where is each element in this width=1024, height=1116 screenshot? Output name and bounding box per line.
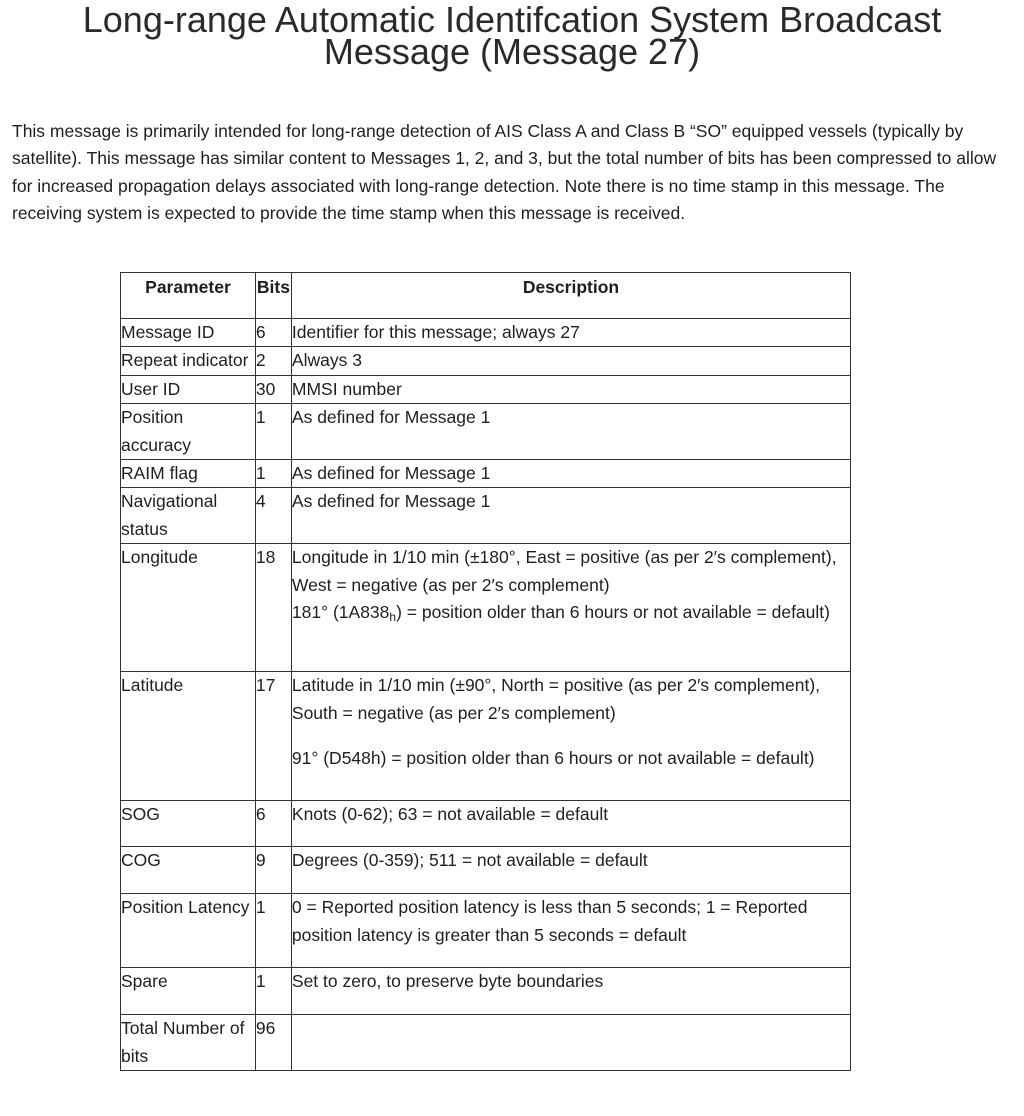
cell-description [291, 1015, 850, 1071]
table-row [121, 375, 851, 403]
cell-description: Degrees (0-359); 511 = not available = default [291, 847, 850, 894]
latitude-description: Latitude in 1/10 min (±90°, North = positive (as per 2′s complement), South = negative (as per 2′s complement) [291, 675, 821, 723]
latitude-default-note: 91° (D548h) = position older than 6 hours or not available = default) [291, 748, 815, 769]
table-row [121, 544, 851, 672]
cell-parameter: Repeat indicator [121, 347, 256, 375]
cell-parameter: RAIM flag [121, 460, 256, 488]
cell-description: 0 = Reported position latency is less than 5 seconds; 1 = Reported position latency is greater than 5 seconds = default [291, 894, 850, 968]
page-title [0, 0, 1024, 72]
cell-description: As defined for Message 1 [291, 404, 850, 460]
cell-parameter: Message ID [121, 319, 256, 347]
cell-bits: 30 [255, 375, 291, 403]
table-row [121, 404, 851, 460]
table-row [121, 460, 851, 488]
cell-bits: 2 [255, 347, 291, 375]
cell-bits: 1 [255, 460, 291, 488]
longitude-default-pre: 181° (1A838 [291, 602, 390, 623]
cell-description: As defined for Message 1 [291, 460, 850, 488]
cell-parameter: Total Number of bits [121, 1015, 256, 1071]
cell-bits: 6 [255, 801, 291, 847]
title-line-1: Long-range Automatic Identifcation System Broadcast [82, 0, 942, 40]
cell-description: Set to zero, to preserve byte boundaries [291, 968, 850, 1015]
table-row [121, 319, 851, 347]
cell-bits: 1 [255, 894, 291, 968]
table-row [121, 801, 851, 847]
cell-bits: 4 [255, 488, 291, 544]
cell-parameter: Longitude [121, 544, 256, 672]
table-row [121, 1015, 851, 1071]
title-line-2: Message (Message 27) [323, 31, 701, 72]
table-row [121, 894, 851, 968]
cell-bits: 6 [255, 319, 291, 347]
cell-bits: 17 [255, 672, 291, 801]
cell-parameter: Latitude [121, 672, 256, 801]
cell-description: As defined for Message 1 [291, 488, 850, 544]
table-row [121, 968, 851, 1015]
table-row [121, 347, 851, 375]
table-row [121, 672, 851, 801]
header-description: Description [291, 273, 850, 319]
longitude-description: Longitude in 1/10 min (±180°, East = positive (as per 2′s complement), West = negative (as per 2′s complement) [291, 547, 837, 595]
cell-bits: 1 [255, 404, 291, 460]
table-row [121, 847, 851, 894]
longitude-default-post: ) = position older than 6 hours or not available = default) [396, 602, 830, 623]
header-parameter: Parameter [121, 273, 256, 319]
cell-description [291, 544, 850, 672]
cell-parameter: Spare [121, 968, 256, 1015]
cell-bits: 1 [255, 968, 291, 1015]
cell-parameter: SOG [121, 801, 256, 847]
longitude-default-note [292, 599, 850, 631]
cell-bits: 9 [255, 847, 291, 894]
cell-bits: 18 [255, 544, 291, 672]
intro-paragraph: This message is primarily intended for long-range detection of AIS Class A and Class B “SO” equipped vessels (typically by satellite). This message has similar content to Messages 1, 2, and 3, but the total number of bits has been compressed to allow for increased propagation delays associated with long-range detection. Note there is no time stamp in this message. The receiving system is expected to provide the time stamp when this message is received. [12, 121, 997, 224]
cell-parameter: COG [121, 847, 256, 894]
cell-description: Always 3 [291, 347, 850, 375]
cell-description: Knots (0-62); 63 = not available = default [291, 801, 850, 847]
cell-parameter: User ID [121, 375, 256, 403]
table-row [121, 488, 851, 544]
cell-parameter: Position Latency [121, 894, 256, 968]
cell-description [291, 672, 850, 801]
header-bits: Bits [255, 273, 291, 319]
cell-parameter: Position accuracy [121, 404, 256, 460]
cell-parameter: Navigational status [121, 488, 256, 544]
message-27-table [120, 272, 851, 1071]
hex-subscript: h [389, 610, 397, 625]
table-header-row [121, 273, 851, 319]
cell-description: MMSI number [291, 375, 850, 403]
cell-description: Identifier for this message; always 27 [291, 319, 850, 347]
cell-bits: 96 [255, 1015, 291, 1071]
